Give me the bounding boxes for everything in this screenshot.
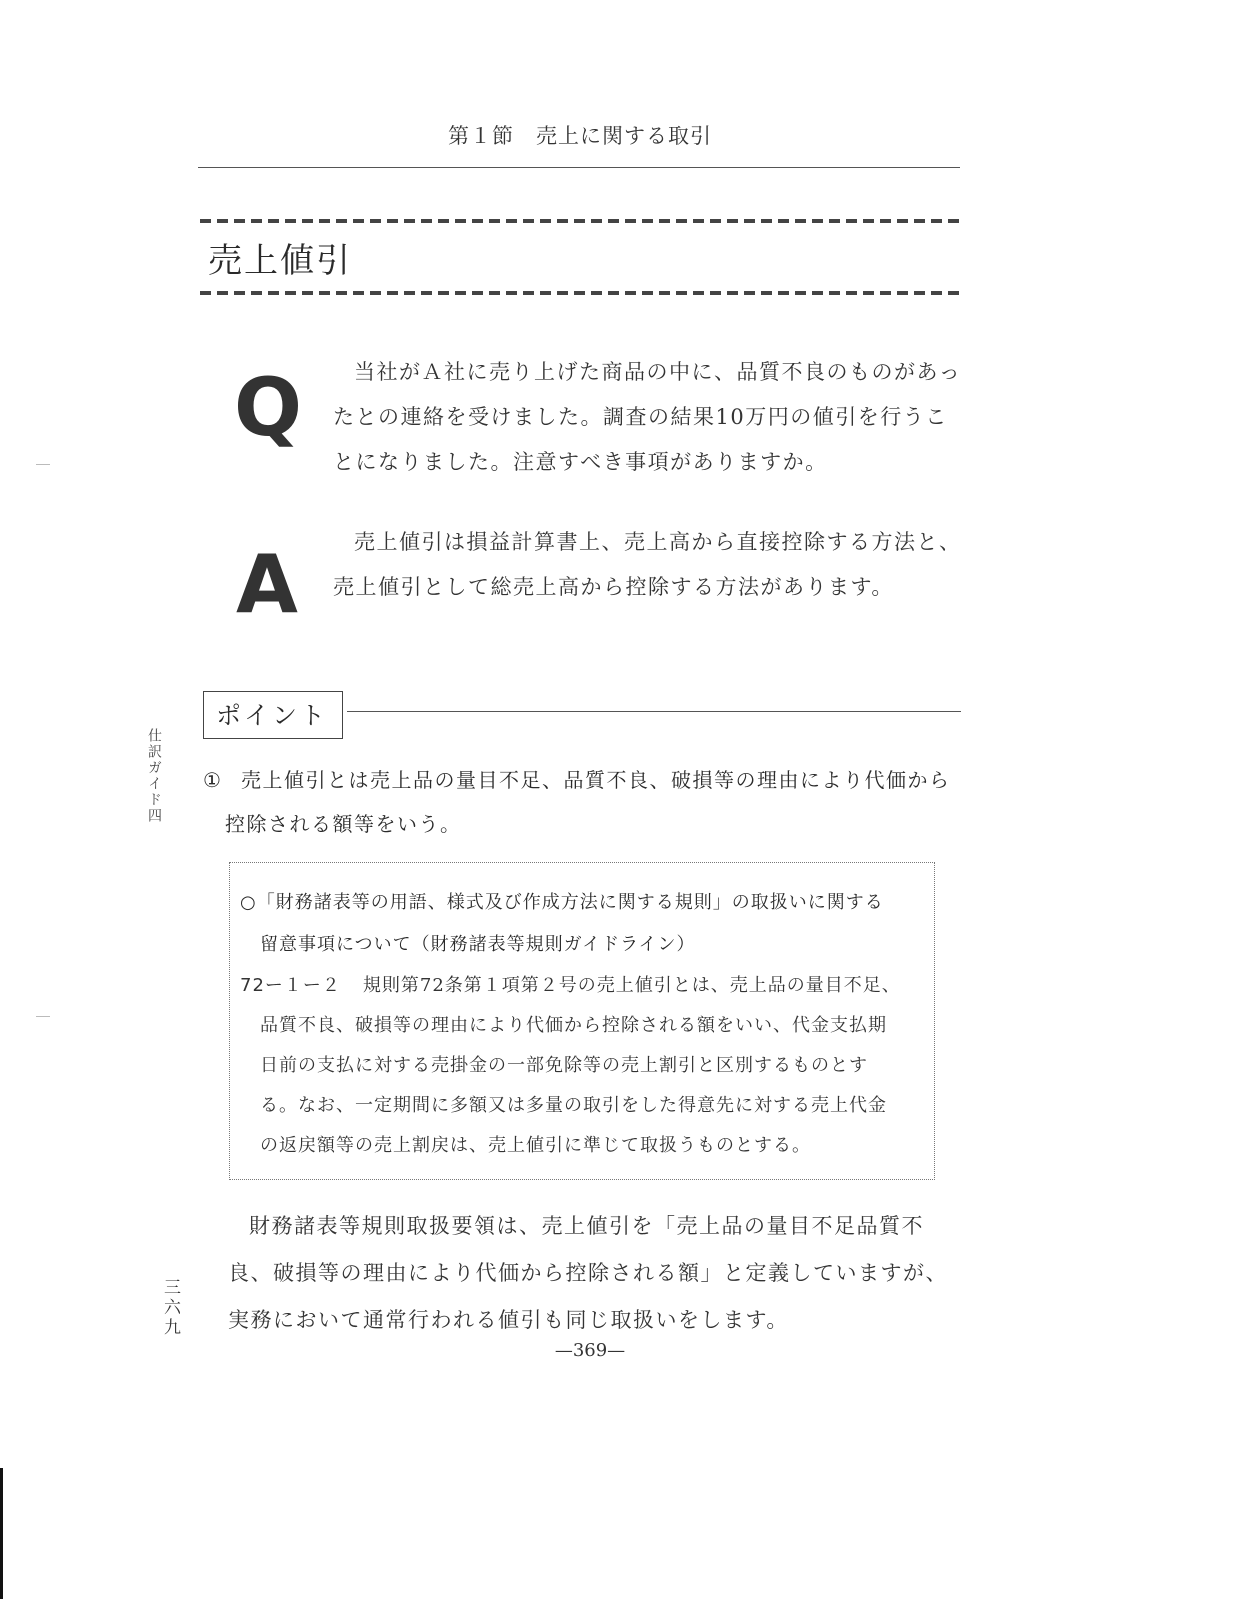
point-item-line: 控除される額等をいう。 [225,812,462,836]
page-number: —369— [554,1340,626,1361]
answer-letter: A [236,538,298,631]
quote-body-line: の返戻額等の売上割戻は、売上値引に準じて取扱うものとする。 [260,1135,811,1156]
point-item-line: 売上値引とは売上品の量目不足、品質不良、破損等の理由により代価から [241,768,951,792]
point-item-1 [203,758,963,846]
side-page-kanji: 三六九 [160,1278,180,1338]
quote-heading [240,882,930,966]
question-letter: Q [234,361,303,454]
question-text: 当社がＡ社に売り上げた商品の中に、品質不良のものがあったとの連絡を受けました。調査の結果10万円の値引を行うことになりました。注意すべき事項がありますか。 [333,360,962,474]
closing-paragraph: 財務諸表等規則取扱要領は、売上値引を「売上品の量目不足品質不良、破損等の理由により代価から控除される額」と定義していますが、実務において通常行われる値引も同じ取扱いをします。 [228,1214,948,1332]
quote-body-line: 規則第72条第１項第２号の売上値引とは、売上品の量目不足、 [362,975,901,996]
point-heading-rule [347,711,961,712]
quote-heading-line: ○「財務諸表等の用語、様式及び作成方法に関する規則」の取扱いに関する [240,892,884,913]
quote-body-line: る。なお、一定期間に多額又は多量の取引をした得意先に対する売上代金 [260,1095,887,1116]
side-book-label: 仕訳ガイド四 [146,728,162,824]
section-title: 売上値引 [208,241,352,281]
quote-body-line: 日前の支払に対する売掛金の一部免除等の売上割引と区別するものとす [260,1055,868,1076]
header-rule [198,167,960,168]
title-dashed-rule-bottom [200,291,960,295]
scan-edge-mark [0,1468,3,1599]
quote-body [240,966,930,1166]
title-dashed-rule-top [200,219,960,223]
point-item-number: ① [203,768,223,792]
point-heading: ポイント [203,691,343,739]
running-header: 第１節 売上に関する取引 [448,124,712,148]
scan-mark [36,464,50,465]
scan-mark [36,1016,50,1017]
regulation-code: 72ー１ー２ [240,975,341,996]
quote-body-line: 品質不良、破損等の理由により代価から控除される額をいい、代金支払期 [260,1015,887,1036]
answer-text: 売上値引は損益計算書上、売上高から直接控除する方法と、売上値引として総売上高から控除する方法があります。 [333,530,962,599]
quote-heading-line: 留意事項について（財務諸表等規則ガイドライン） [260,934,696,955]
